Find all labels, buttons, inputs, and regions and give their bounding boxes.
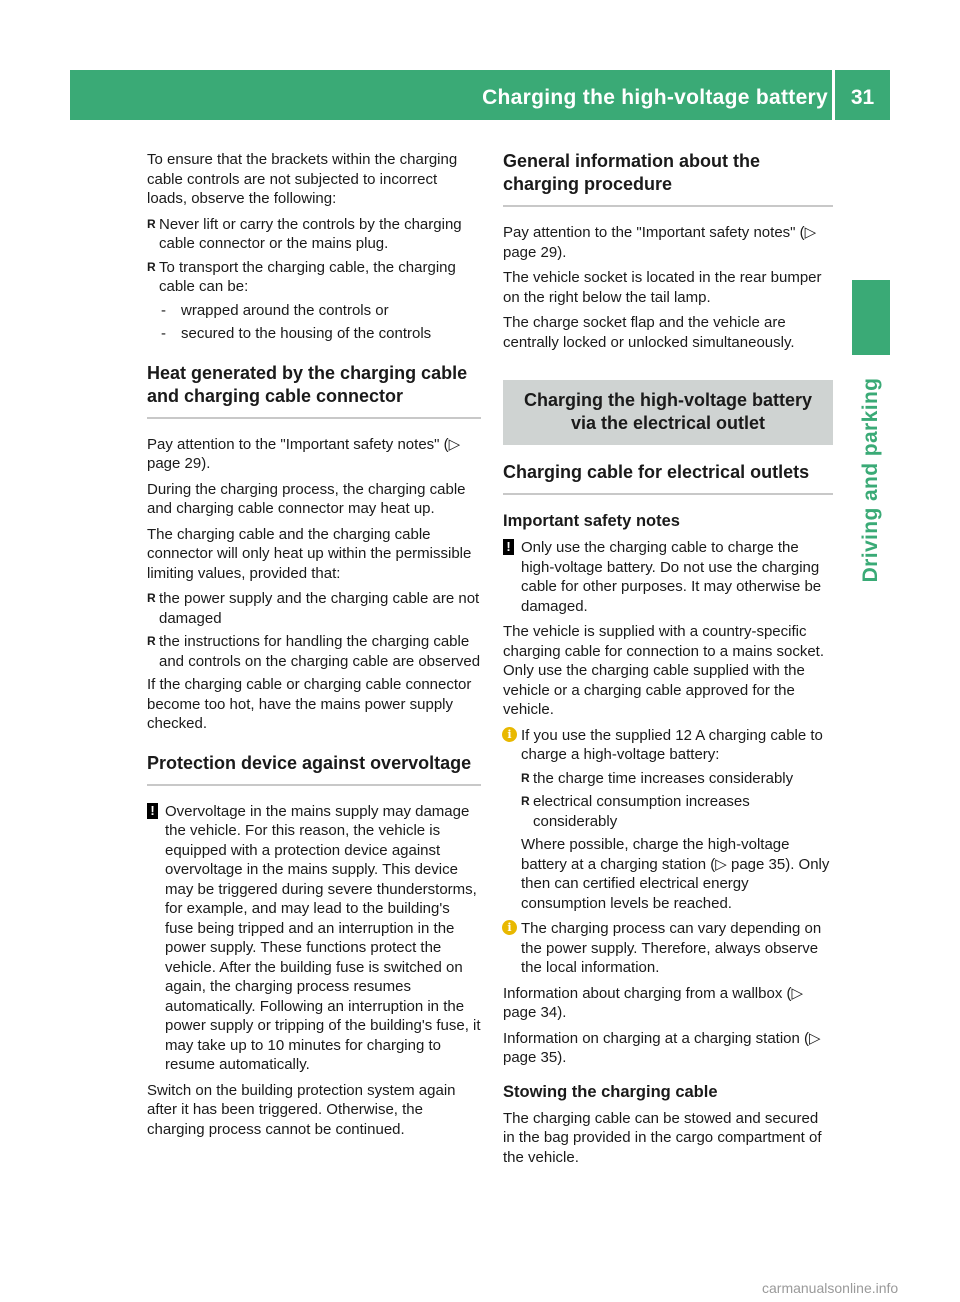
section-heading-general: General information about the charging procedure — [503, 150, 833, 207]
warning-note — [503, 538, 833, 616]
page-number: 31 — [850, 86, 875, 109]
paragraph: During the charging process, the charging cable and charging cable connector may heat up. — [147, 480, 466, 517]
section-side-label: Driving and parking — [859, 377, 882, 583]
info-note — [503, 919, 833, 978]
paragraph: Switch on the building protection system again after it has been triggered. Otherwise, the charging process cannot be continued. — [147, 1081, 456, 1138]
section-heading-heat: Heat generated by the charging cable and charging cable connector — [147, 362, 481, 419]
warning-icon: ! — [503, 539, 514, 555]
section-heading-cable: Charging cable for electrical outlets — [503, 461, 833, 495]
warning-text: Only use the charging cable to charge the high-voltage battery. Do not use the charging cable for other purposes. It may otherwise be damaged. — [521, 539, 822, 615]
section-heading-protection: Protection device against overvoltage — [147, 752, 481, 786]
list-item: R the power supply and the charging cable are not damaged — [147, 589, 481, 628]
list-item: R the instructions for handling the charging cable and controls on the charging cable are observed — [147, 632, 481, 671]
page-header-title: Charging the high-voltage battery — [482, 86, 828, 109]
info-icon: i — [502, 727, 517, 742]
warning-text: Overvoltage in the mains supply may damage the vehicle. For this reason, the vehicle is equipped with a protection device against overvoltage in the mains supply. This device may be triggered during severe thunderstorms, for example, and may lead to the building's fuse being tripped and an interruption in the power supply. These functions protect the vehicle. After the building fuse is switched on again, the charging process resumes automatically. Following an interruption in the power supply or tripping of the building's fuse, it may take up to 10 minutes for charging to resume automatically. — [165, 802, 481, 1073]
paragraph: The vehicle socket is located in the rear bumper on the right below the tail lamp. — [503, 269, 822, 306]
paragraph: Information on charging at a charging station (▷ page 35). — [503, 1029, 821, 1066]
paragraph: The charging cable and the charging cable connector will only heat up within the permissible limiting values, provided that: — [147, 525, 472, 582]
paragraph: Information about charging from a wallbox (▷ page 34). — [503, 984, 804, 1021]
warning-icon: ! — [147, 803, 158, 819]
info-text: Where possible, charge the high-voltage battery at a charging station (▷ page 35). Only then can certified electrical energy consumption levels be reached. — [521, 836, 830, 912]
paragraph: The charge socket flap and the vehicle are centrally locked or unlocked simultaneously. — [503, 314, 795, 351]
intro-paragraph: To ensure that the brackets within the charging cable controls are not subjected to incorrect loads, observe the following: — [147, 151, 458, 207]
info-text: If you use the supplied 12 A charging cable to charge a high-voltage battery: — [521, 726, 823, 763]
paragraph: The vehicle is supplied with a country-specific charging cable for connection to a mains socket. Only use the charging cable supplied with the vehicle or a charging cable approved for the vehicle. — [503, 623, 825, 718]
subheading-stowing: Stowing the charging cable — [503, 1082, 718, 1101]
paragraph: Pay attention to the "Important safety notes" (▷ page 29). — [503, 224, 817, 261]
paragraph: If the charging cable or charging cable connector become too hot, have the mains power supply checked. — [147, 676, 472, 732]
shaded-section-heading: Charging the high-voltage battery via the electrical outlet — [503, 380, 833, 445]
paragraph: The charging cable can be stowed and secured in the bag provided in the cargo compartment of the vehicle. — [503, 1109, 822, 1166]
list-item: R the charge time increases considerably — [521, 769, 833, 789]
sub-list-item: - wrapped around the controls or — [147, 301, 481, 321]
list-item: R electrical consumption increases considerably — [521, 792, 833, 831]
info-text: The charging process can vary depending on the power supply. Therefore, always observe the local information. — [521, 920, 822, 976]
info-note — [503, 726, 833, 914]
watermark: carmanualsonline.info — [762, 1280, 899, 1296]
list-item: R Never lift or carry the controls by the charging cable connector or the mains plug. — [147, 215, 481, 254]
left-column — [147, 150, 481, 1145]
section-tab-marker — [852, 280, 890, 355]
info-icon: i — [502, 920, 517, 935]
right-column — [503, 150, 833, 1173]
paragraph: Pay attention to the "Important safety notes" (▷ page 29). — [147, 435, 461, 472]
list-item: R To transport the charging cable, the charging cable can be: — [147, 258, 481, 297]
subheading-safety: Important safety notes — [503, 512, 680, 530]
warning-note — [147, 802, 481, 1075]
sub-list-item: - secured to the housing of the controls — [147, 324, 481, 344]
